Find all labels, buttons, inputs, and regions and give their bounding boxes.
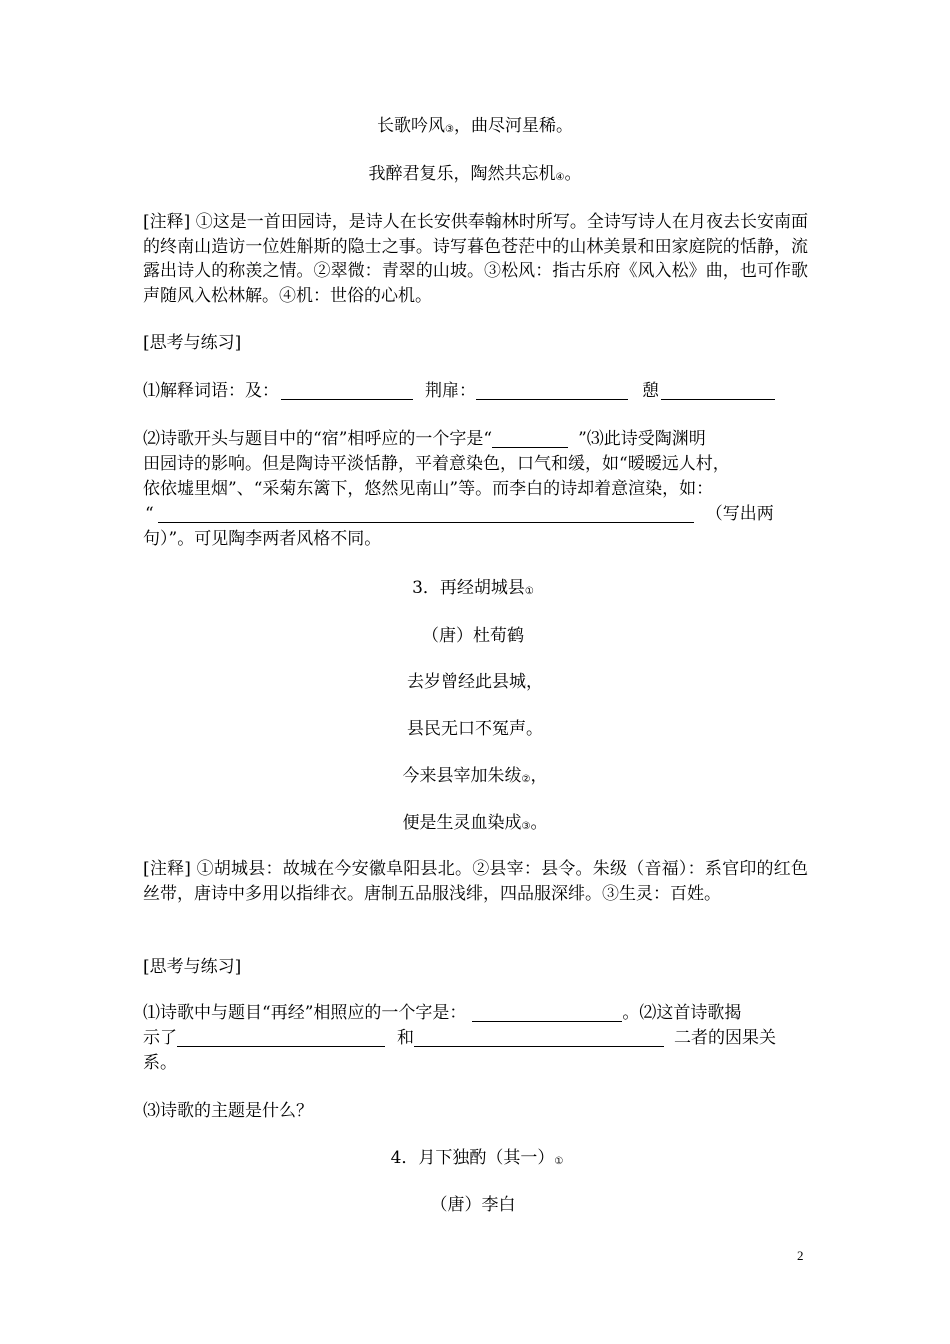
question-text: ⑵诗歌开头与题目中的“宿”相呼应的一个字是“ (143, 429, 493, 449)
question-text: 憩 (642, 381, 659, 401)
answer-blank[interactable] (472, 1003, 622, 1022)
poem-line (0, 670, 950, 694)
poem-line (0, 764, 950, 791)
page-number: 2 (797, 1248, 804, 1263)
answer-blank[interactable] (414, 1028, 664, 1047)
poem-line-text: 长歌吟风 (377, 116, 446, 136)
poem-title (2, 1146, 950, 1173)
poem-line-text: 县民无口不冤声。 (407, 719, 543, 739)
exercise-question (143, 502, 774, 526)
footnote-marker: ① (554, 1156, 564, 1167)
exercise-question (143, 427, 706, 451)
annotation-paragraph: [注释] ①这是一首田园诗，是诗人在长安供奉翰林时所写。全诗写诗人在月夜去长安南面的终南山造访一位姓斛斯的隐士之事。诗写暮色苍茫中的山林美景和田家庭院的恬静，流露出诗人的称羡之情。②翠微：青翠的山坡。③松风：指古乐府《风入松》曲，也可作歌声随风入松林解。④机：世俗的心机。 (143, 212, 808, 306)
question-text: 二者的因果关 (674, 1028, 776, 1048)
exercise-question-line: 田园诗的影响。但是陶诗平淡恬静，平着意染色，口气和缓，如“暧暧远人村， (143, 454, 730, 474)
poem-author: （唐）杜荀鹤 (422, 626, 524, 646)
exercise-question (143, 379, 775, 403)
poem-line-text: 去岁曾经此县城， (407, 672, 543, 692)
exercise-question (143, 1026, 776, 1050)
footnote-marker: ① (524, 586, 534, 597)
footnote-marker: ③ (445, 124, 454, 135)
footnote-marker: ④ (555, 172, 565, 183)
answer-blank[interactable] (177, 1028, 385, 1047)
question-text: “ (145, 504, 154, 524)
answer-blank[interactable] (281, 381, 413, 400)
poem-title (0, 576, 948, 603)
question-text: 荆扉： (425, 381, 476, 401)
answer-blank[interactable] (476, 381, 628, 400)
exercise-heading: [思考与练习] (143, 957, 242, 977)
question-text: ”⑶此诗受陶渊明 (578, 429, 706, 449)
poem-title-text: 3．再经胡城县 (412, 578, 525, 598)
exercise-question-line: 句）”。可见陶李两者风格不同。 (143, 529, 382, 549)
answer-blank[interactable] (492, 429, 568, 448)
poem-line (0, 162, 950, 189)
question-text: 。⑵这首诗歌揭 (622, 1003, 742, 1023)
poem-author: （唐）李白 (430, 1195, 516, 1215)
question-text: 示了 (143, 1028, 177, 1048)
poem-line-end: 。 (564, 164, 582, 184)
question-text: ⑴解释词语：及： (143, 381, 279, 401)
poem-line-text: 便是生灵血染成 (402, 813, 522, 833)
question-text: （写出两 (705, 504, 774, 524)
question-text: ⑴诗歌中与题目“再经”相照应的一个字是： (143, 1003, 467, 1023)
poem-line (0, 717, 950, 741)
annotation-paragraph: [注释] ①胡城县：故城在今安徽阜阳县北。②县宰：县令。朱级（音福）：系官印的红色丝带，唐诗中多用以指绯衣。唐制五品服浅绯，四品服深绯。③生灵：百姓。 (143, 859, 808, 904)
exercise-question-line: 系。 (143, 1053, 177, 1073)
question-text: 和 (397, 1028, 414, 1048)
poem-line-text: 今来县宰加朱绂 (402, 766, 522, 786)
poem-line-end: ， (530, 766, 548, 786)
exercise-question: ⑶诗歌的主题是什么？ (143, 1101, 313, 1121)
poem-line (0, 114, 950, 141)
exercise-question (143, 1001, 741, 1025)
footnote-marker: ② (521, 774, 531, 785)
answer-blank[interactable] (158, 504, 694, 523)
poem-line (0, 811, 950, 838)
exercise-question-line: 依依墟里烟”、“采菊东篱下，悠然见南山”等。而李白的诗却着意渲染，如： (143, 479, 714, 499)
poem-title-text: 4．月下独酌（其一） (390, 1148, 555, 1168)
poem-line-end: 。 (530, 813, 548, 833)
poem-line-text: 我醉君复乐，陶然共忘机 (368, 164, 556, 184)
exercise-heading: [思考与练习] (143, 333, 242, 353)
poem-line-end: ，曲尽河星稀。 (453, 116, 573, 136)
footnote-marker: ③ (521, 821, 531, 832)
answer-blank[interactable] (661, 381, 775, 400)
